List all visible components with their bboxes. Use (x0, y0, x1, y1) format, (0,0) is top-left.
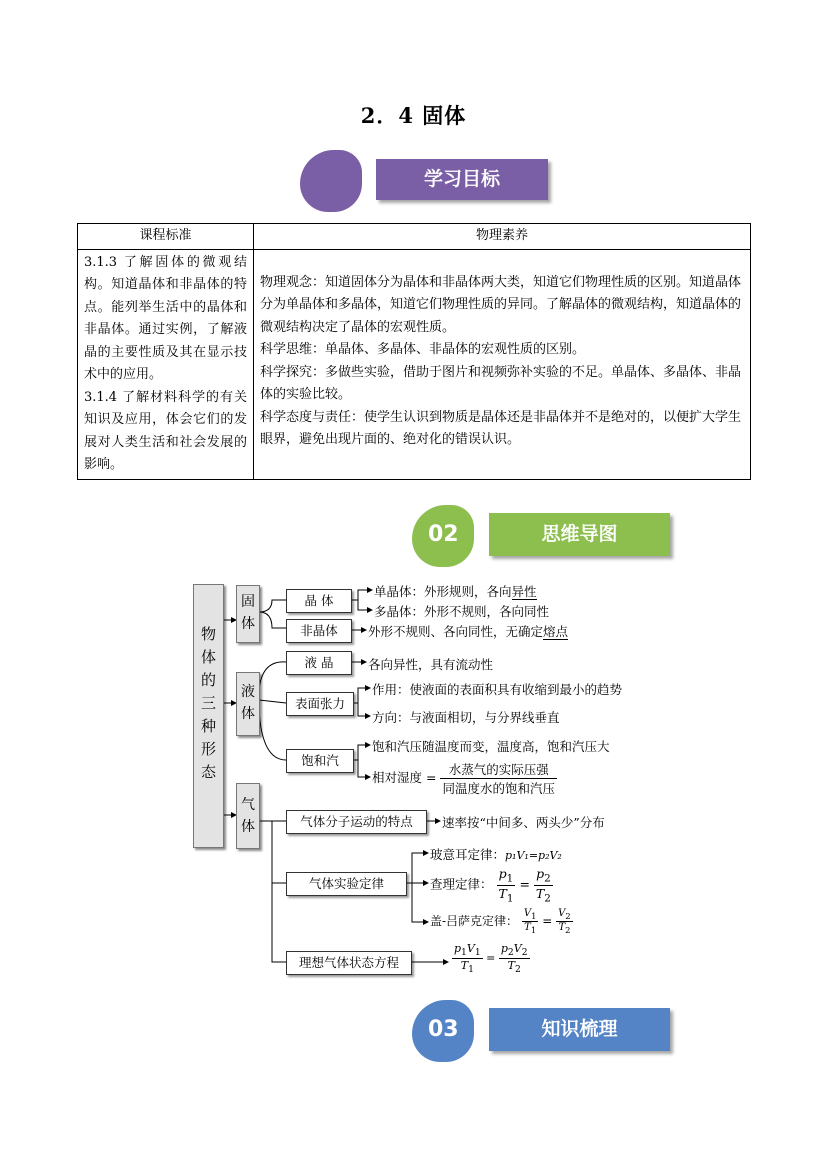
gas-node (236, 783, 260, 849)
liquid-crystal-node: 液 晶 (286, 651, 352, 675)
literacy-thinking: 科学思维：单晶体、多晶体、非晶体的宏观性质的区别。 (260, 342, 586, 357)
gas-motion-node: 气体分子运动的特点 (286, 810, 427, 834)
literacy-inquiry: 科学探究：多做些实验，借助于图片和视频弥补实验的不足。单晶体、多晶体、非晶体的实验比较。 (260, 364, 742, 402)
charles-left-fraction: $\frac{p_1}{T_1}$ (498, 866, 514, 904)
ideal-left-fraction: $\frac{p_1V_1}{T_1}$ (454, 942, 481, 976)
charles-law (430, 866, 553, 904)
gay-lussac-law (430, 908, 573, 935)
relative-humidity (372, 760, 557, 797)
liquid-label: 液体 (241, 684, 255, 722)
solid-node (236, 585, 260, 643)
knowledge-banner (412, 1000, 674, 1062)
poly-crystal-desc: 多晶体：外形不规则，各向同性 (374, 604, 550, 619)
goals-banner-label: 学习目标 (376, 159, 548, 200)
single-crystal-text: 单晶体：外形规则，各向 (374, 584, 512, 599)
knowledge-banner-number: 03 (428, 1017, 459, 1042)
boyle-label: 玻意耳定律： (430, 847, 506, 862)
surface-tension-direction: 方向：与液面相切，与分界线垂直 (372, 710, 560, 725)
rh-numerator: 水蒸气的实际压强 (440, 760, 557, 779)
standard-header: 课程标准 (78, 224, 254, 250)
crystal-node: 晶 体 (286, 589, 352, 613)
ideal-equals: = (486, 951, 496, 965)
liquid-node (236, 672, 260, 736)
root-node (193, 584, 224, 848)
literacy-attitude: 科学态度与责任：使学生认识到物质是晶体还是非晶体并不是绝对的，以便扩大学生眼界，避免出现片面的、绝对化的错误认识。 (260, 409, 742, 447)
saturated-vapor-node: 饱和汽 (286, 749, 354, 773)
boyle-law (430, 845, 562, 863)
relative-humidity-fraction (440, 760, 557, 797)
surface-tension-effect: 作用：使液面的表面积具有收缩到最小的趋势 (372, 682, 623, 697)
ideal-gas-equation (452, 942, 530, 975)
literacy-concept: 物理观念：知道固体分为晶体和非晶体两大类，知道它们物理性质的区别。知道晶体分为单晶体和多晶体，知道它们物理性质的异同。了解晶体的微观结构，知道晶体的微观结构决定了晶体的宏观性质。 (260, 274, 742, 335)
surface-tension-node: 表面张力 (286, 692, 354, 716)
single-crystal-desc (374, 582, 537, 600)
single-crystal-blank: 异性 (511, 584, 537, 599)
amorphous-desc-blank: 熔点 (543, 624, 569, 639)
liquid-crystal-desc: 各向异性，具有流动性 (368, 657, 494, 672)
boyle-equation: p₁V₁=p₂V₂ (505, 849, 562, 862)
speed-distribution: 速率按“中间多、两头少”分布 (442, 815, 605, 830)
gay-equals: = (542, 914, 553, 928)
rh-denominator: 同温度水的饱和汽压 (442, 781, 555, 796)
gay-lussac-label: 盖-吕萨克定律： (430, 914, 519, 928)
knowledge-banner-label: 知识梳理 (489, 1008, 670, 1051)
amorphous-node: 非晶体 (286, 619, 352, 643)
standard-line-1: 3.1.3 了解固体的微观结构。知道晶体和非晶体的特点。能列举生活中的晶体和非晶体。通过实例，了解液晶的主要性质及其在显示技术中的应用。 (84, 254, 247, 382)
gay-left-fraction: $\frac{V_1}{T_1}$ (523, 908, 537, 935)
mindmap-banner-number: 02 (428, 522, 459, 547)
charles-right-fraction: $\frac{p_2}{T_2}$ (535, 866, 551, 904)
amorphous-desc (368, 622, 568, 640)
gas-label: 气体 (241, 797, 255, 835)
solid-label: 固体 (241, 594, 255, 632)
root-label: 物体的三种形态 (200, 625, 216, 781)
gas-laws-node: 气体实验定律 (286, 872, 407, 896)
mindmap-banner-label: 思维导图 (489, 513, 670, 556)
standard-line-2: 3.1.4 了解材料科学的有关知识及应用，体会它们的发展对人类生活和社会发展的影响。 (84, 389, 247, 472)
literacy-header: 物理素养 (254, 224, 751, 250)
page-title: 2．4 固体 (360, 103, 467, 128)
ideal-gas-node: 理想气体状态方程 (286, 951, 412, 975)
charles-equals: = (519, 876, 530, 892)
gay-right-fraction: $\frac{V_2}{T_2}$ (558, 908, 571, 935)
ideal-right-fraction: $\frac{p_2V_2}{T_2}$ (500, 942, 528, 976)
charles-label: 查理定律： (430, 876, 493, 892)
amorphous-desc-text: 外形不规则、各向同性，无确定 (368, 624, 544, 639)
saturated-vapor-desc: 饱和汽压随温度而变，温度高，饱和汽压大 (372, 739, 610, 754)
relative-humidity-label: 相对湿度 = (372, 770, 437, 785)
